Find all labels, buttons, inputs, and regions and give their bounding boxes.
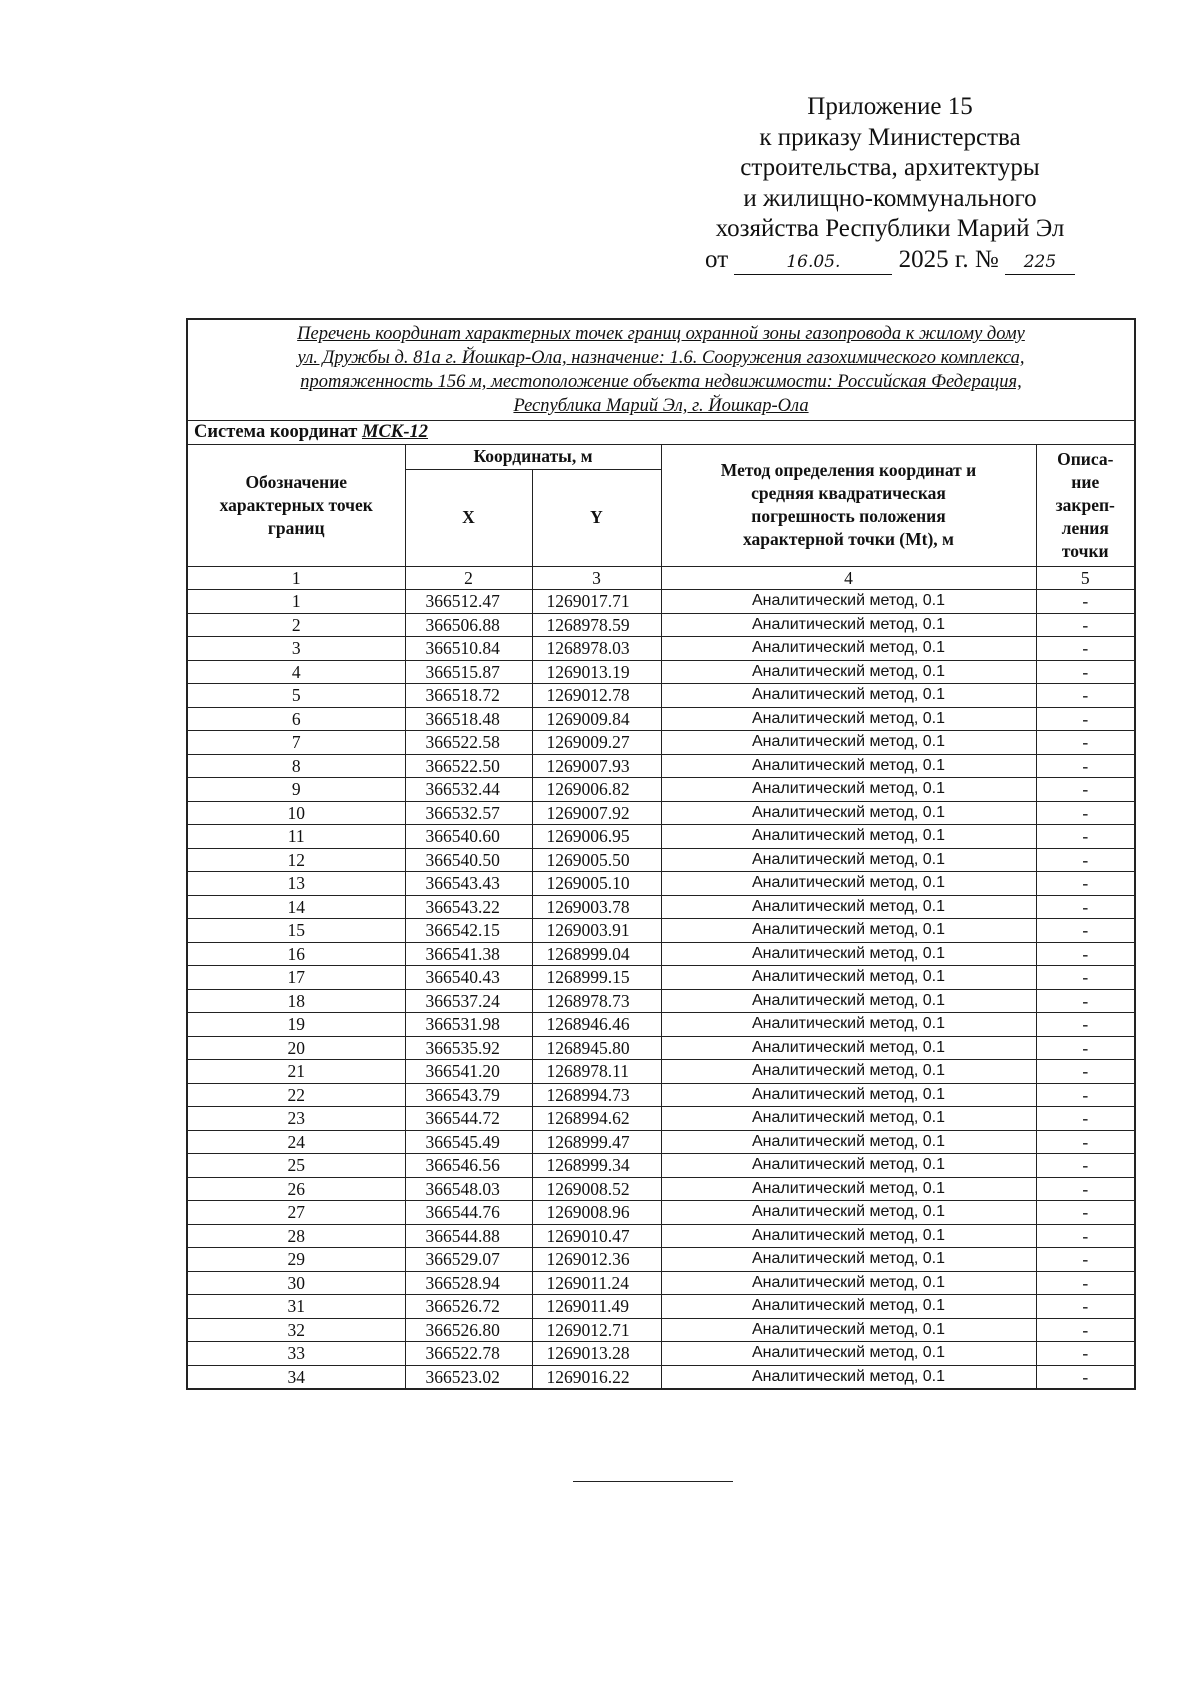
y-coordinate-cell: 1269013.28 bbox=[532, 1342, 661, 1366]
table-row bbox=[187, 1130, 1135, 1154]
y-coordinate-cell: 1269011.49 bbox=[532, 1295, 661, 1319]
x-coordinate-cell: 366512.47 bbox=[405, 590, 532, 614]
point-number-cell: 30 bbox=[187, 1271, 405, 1295]
y-coordinate-cell: 1269017.71 bbox=[532, 590, 661, 614]
table-row bbox=[187, 684, 1135, 708]
point-number-cell: 29 bbox=[187, 1248, 405, 1272]
y-coordinate-cell: 1269008.52 bbox=[532, 1177, 661, 1201]
point-number-cell: 14 bbox=[187, 895, 405, 919]
point-number-cell: 25 bbox=[187, 1154, 405, 1178]
point-number-cell: 9 bbox=[187, 778, 405, 802]
table-row bbox=[187, 1060, 1135, 1084]
table-row bbox=[187, 825, 1135, 849]
method-cell: Аналитический метод, 0.1 bbox=[661, 707, 1036, 731]
table-row bbox=[187, 801, 1135, 825]
table-row bbox=[187, 848, 1135, 872]
header-description: Описа- ние закреп- ления точки bbox=[1036, 444, 1135, 566]
header-y: Y bbox=[532, 469, 661, 566]
description-cell: - bbox=[1036, 919, 1135, 943]
description-cell: - bbox=[1036, 684, 1135, 708]
system-label: Система координат bbox=[194, 422, 358, 442]
description-cell: - bbox=[1036, 1318, 1135, 1342]
method-cell: Аналитический метод, 0.1 bbox=[661, 637, 1036, 661]
x-coordinate-cell: 366526.72 bbox=[405, 1295, 532, 1319]
x-coordinate-cell: 366543.22 bbox=[405, 895, 532, 919]
method-cell: Аналитический метод, 0.1 bbox=[661, 1060, 1036, 1084]
x-coordinate-cell: 366548.03 bbox=[405, 1177, 532, 1201]
point-number-cell: 11 bbox=[187, 825, 405, 849]
point-number-cell: 22 bbox=[187, 1083, 405, 1107]
method-cell: Аналитический метод, 0.1 bbox=[661, 825, 1036, 849]
order-date-line bbox=[660, 245, 1120, 276]
x-coordinate-cell: 366518.72 bbox=[405, 684, 532, 708]
table-row bbox=[187, 1201, 1135, 1225]
table-row bbox=[187, 1271, 1135, 1295]
point-number-cell: 34 bbox=[187, 1365, 405, 1389]
description-cell: - bbox=[1036, 1107, 1135, 1131]
method-cell: Аналитический метод, 0.1 bbox=[661, 801, 1036, 825]
method-cell: Аналитический метод, 0.1 bbox=[661, 778, 1036, 802]
point-number-cell: 19 bbox=[187, 1013, 405, 1037]
x-coordinate-cell: 366510.84 bbox=[405, 637, 532, 661]
table-row bbox=[187, 1295, 1135, 1319]
point-number-cell: 27 bbox=[187, 1201, 405, 1225]
x-coordinate-cell: 366523.02 bbox=[405, 1365, 532, 1389]
description-cell: - bbox=[1036, 895, 1135, 919]
method-cell: Аналитический метод, 0.1 bbox=[661, 1036, 1036, 1060]
x-coordinate-cell: 366541.20 bbox=[405, 1060, 532, 1084]
header-method: Метод определения координат и средняя квадратическая погрешность положения характерной точки (Mt), м bbox=[661, 444, 1036, 566]
description-cell: - bbox=[1036, 613, 1135, 637]
x-coordinate-cell: 366541.38 bbox=[405, 942, 532, 966]
description-cell: - bbox=[1036, 825, 1135, 849]
description-cell: - bbox=[1036, 1083, 1135, 1107]
y-coordinate-cell: 1268999.04 bbox=[532, 942, 661, 966]
x-coordinate-cell: 366528.94 bbox=[405, 1271, 532, 1295]
y-coordinate-cell: 1269006.82 bbox=[532, 778, 661, 802]
method-cell: Аналитический метод, 0.1 bbox=[661, 989, 1036, 1013]
y-coordinate-cell: 1268946.46 bbox=[532, 1013, 661, 1037]
method-cell: Аналитический метод, 0.1 bbox=[661, 1013, 1036, 1037]
x-coordinate-cell: 366515.87 bbox=[405, 660, 532, 684]
point-number-cell: 20 bbox=[187, 1036, 405, 1060]
x-coordinate-cell: 366532.44 bbox=[405, 778, 532, 802]
description-cell: - bbox=[1036, 942, 1135, 966]
table-row bbox=[187, 660, 1135, 684]
y-coordinate-cell: 1269007.92 bbox=[532, 801, 661, 825]
appendix-heading bbox=[660, 92, 1120, 275]
point-number-cell: 4 bbox=[187, 660, 405, 684]
caption-row bbox=[187, 319, 1135, 421]
table-row bbox=[187, 754, 1135, 778]
x-coordinate-cell: 366545.49 bbox=[405, 1130, 532, 1154]
method-cell: Аналитический метод, 0.1 bbox=[661, 872, 1036, 896]
description-cell: - bbox=[1036, 966, 1135, 990]
description-cell: - bbox=[1036, 801, 1135, 825]
y-coordinate-cell: 1268978.73 bbox=[532, 989, 661, 1013]
table-row bbox=[187, 1248, 1135, 1272]
description-cell: - bbox=[1036, 872, 1135, 896]
table-row bbox=[187, 731, 1135, 755]
coordinate-system bbox=[187, 421, 1135, 445]
method-cell: Аналитический метод, 0.1 bbox=[661, 1365, 1036, 1389]
x-coordinate-cell: 366522.78 bbox=[405, 1342, 532, 1366]
y-coordinate-cell: 1269012.71 bbox=[532, 1318, 661, 1342]
y-coordinate-cell: 1268999.34 bbox=[532, 1154, 661, 1178]
point-number-cell: 24 bbox=[187, 1130, 405, 1154]
method-cell: Аналитический метод, 0.1 bbox=[661, 754, 1036, 778]
y-coordinate-cell: 1268978.03 bbox=[532, 637, 661, 661]
x-coordinate-cell: 366540.50 bbox=[405, 848, 532, 872]
point-number-cell: 28 bbox=[187, 1224, 405, 1248]
point-number-cell: 32 bbox=[187, 1318, 405, 1342]
coordinates-table bbox=[186, 318, 1136, 1390]
description-cell: - bbox=[1036, 1365, 1135, 1389]
description-cell: - bbox=[1036, 1295, 1135, 1319]
description-cell: - bbox=[1036, 1177, 1135, 1201]
x-coordinate-cell: 366544.72 bbox=[405, 1107, 532, 1131]
date-prefix: от bbox=[705, 245, 729, 273]
y-coordinate-cell: 1269016.22 bbox=[532, 1365, 661, 1389]
table-row bbox=[187, 778, 1135, 802]
method-cell: Аналитический метод, 0.1 bbox=[661, 1295, 1036, 1319]
table-row bbox=[187, 613, 1135, 637]
description-cell: - bbox=[1036, 1224, 1135, 1248]
header-designation: Обозначение характерных точек границ bbox=[187, 444, 405, 566]
x-coordinate-cell: 366518.48 bbox=[405, 707, 532, 731]
y-coordinate-cell: 1269009.84 bbox=[532, 707, 661, 731]
description-cell: - bbox=[1036, 1013, 1135, 1037]
x-coordinate-cell: 366522.58 bbox=[405, 731, 532, 755]
method-cell: Аналитический метод, 0.1 bbox=[661, 1177, 1036, 1201]
point-number-cell: 16 bbox=[187, 942, 405, 966]
x-coordinate-cell: 366535.92 bbox=[405, 1036, 532, 1060]
y-coordinate-cell: 1269008.96 bbox=[532, 1201, 661, 1225]
point-number-cell: 15 bbox=[187, 919, 405, 943]
y-coordinate-cell: 1269007.93 bbox=[532, 754, 661, 778]
y-coordinate-cell: 1268994.62 bbox=[532, 1107, 661, 1131]
point-number-cell: 26 bbox=[187, 1177, 405, 1201]
table-row bbox=[187, 895, 1135, 919]
table-row bbox=[187, 637, 1135, 661]
table-row bbox=[187, 1036, 1135, 1060]
y-coordinate-cell: 1269009.27 bbox=[532, 731, 661, 755]
x-coordinate-cell: 366542.15 bbox=[405, 919, 532, 943]
heading-line: к приказу Министерства bbox=[759, 123, 1021, 151]
header-row-top bbox=[187, 444, 1135, 469]
method-cell: Аналитический метод, 0.1 bbox=[661, 1107, 1036, 1131]
coordinate-system-row bbox=[187, 421, 1135, 445]
x-coordinate-cell: 366543.79 bbox=[405, 1083, 532, 1107]
handwritten-date: 16.05. bbox=[734, 250, 892, 275]
point-number-cell: 17 bbox=[187, 966, 405, 990]
table-row bbox=[187, 1318, 1135, 1342]
method-cell: Аналитический метод, 0.1 bbox=[661, 613, 1036, 637]
table-row bbox=[187, 1013, 1135, 1037]
x-coordinate-cell: 366540.60 bbox=[405, 825, 532, 849]
y-coordinate-cell: 1269012.36 bbox=[532, 1248, 661, 1272]
x-coordinate-cell: 366532.57 bbox=[405, 801, 532, 825]
description-cell: - bbox=[1036, 1130, 1135, 1154]
description-cell: - bbox=[1036, 1271, 1135, 1295]
method-cell: Аналитический метод, 0.1 bbox=[661, 684, 1036, 708]
method-cell: Аналитический метод, 0.1 bbox=[661, 966, 1036, 990]
description-cell: - bbox=[1036, 848, 1135, 872]
method-cell: Аналитический метод, 0.1 bbox=[661, 1083, 1036, 1107]
table-row bbox=[187, 872, 1135, 896]
description-cell: - bbox=[1036, 707, 1135, 731]
x-coordinate-cell: 366544.88 bbox=[405, 1224, 532, 1248]
description-cell: - bbox=[1036, 1342, 1135, 1366]
y-coordinate-cell: 1268999.15 bbox=[532, 966, 661, 990]
heading-line: Приложение 15 bbox=[807, 93, 973, 120]
x-coordinate-cell: 366537.24 bbox=[405, 989, 532, 1013]
method-cell: Аналитический метод, 0.1 bbox=[661, 848, 1036, 872]
y-coordinate-cell: 1269011.24 bbox=[532, 1271, 661, 1295]
x-coordinate-cell: 366529.07 bbox=[405, 1248, 532, 1272]
method-cell: Аналитический метод, 0.1 bbox=[661, 1224, 1036, 1248]
point-number-cell: 2 bbox=[187, 613, 405, 637]
point-number-cell: 3 bbox=[187, 637, 405, 661]
point-number-cell: 12 bbox=[187, 848, 405, 872]
description-cell: - bbox=[1036, 637, 1135, 661]
description-cell: - bbox=[1036, 778, 1135, 802]
table-row bbox=[187, 919, 1135, 943]
point-number-cell: 8 bbox=[187, 754, 405, 778]
description-cell: - bbox=[1036, 731, 1135, 755]
method-cell: Аналитический метод, 0.1 bbox=[661, 1201, 1036, 1225]
method-cell: Аналитический метод, 0.1 bbox=[661, 731, 1036, 755]
method-cell: Аналитический метод, 0.1 bbox=[661, 895, 1036, 919]
x-coordinate-cell: 366544.76 bbox=[405, 1201, 532, 1225]
point-number-cell: 21 bbox=[187, 1060, 405, 1084]
method-cell: Аналитический метод, 0.1 bbox=[661, 1130, 1036, 1154]
table-row bbox=[187, 590, 1135, 614]
method-cell: Аналитический метод, 0.1 bbox=[661, 919, 1036, 943]
point-number-cell: 1 bbox=[187, 590, 405, 614]
table-row bbox=[187, 966, 1135, 990]
point-number-cell: 18 bbox=[187, 989, 405, 1013]
column-number: 5 bbox=[1036, 566, 1135, 590]
table-row bbox=[187, 1083, 1135, 1107]
method-cell: Аналитический метод, 0.1 bbox=[661, 1154, 1036, 1178]
table-row bbox=[187, 1177, 1135, 1201]
description-cell: - bbox=[1036, 590, 1135, 614]
x-coordinate-cell: 366546.56 bbox=[405, 1154, 532, 1178]
column-number: 2 bbox=[405, 566, 532, 590]
heading-line: хозяйства Республики Марий Эл bbox=[715, 215, 1065, 242]
table-row bbox=[187, 707, 1135, 731]
table-row bbox=[187, 1107, 1135, 1131]
method-cell: Аналитический метод, 0.1 bbox=[661, 590, 1036, 614]
point-number-cell: 33 bbox=[187, 1342, 405, 1366]
y-coordinate-cell: 1268994.73 bbox=[532, 1083, 661, 1107]
table-row bbox=[187, 1154, 1135, 1178]
y-coordinate-cell: 1268978.11 bbox=[532, 1060, 661, 1084]
table-row bbox=[187, 1224, 1135, 1248]
x-coordinate-cell: 366531.98 bbox=[405, 1013, 532, 1037]
point-number-cell: 10 bbox=[187, 801, 405, 825]
method-cell: Аналитический метод, 0.1 bbox=[661, 1271, 1036, 1295]
y-coordinate-cell: 1269012.78 bbox=[532, 684, 661, 708]
description-cell: - bbox=[1036, 989, 1135, 1013]
y-coordinate-cell: 1269003.91 bbox=[532, 919, 661, 943]
heading-line: строительства, архитектуры bbox=[740, 154, 1040, 181]
table-row bbox=[187, 989, 1135, 1013]
y-coordinate-cell: 1269003.78 bbox=[532, 895, 661, 919]
description-cell: - bbox=[1036, 1201, 1135, 1225]
x-coordinate-cell: 366506.88 bbox=[405, 613, 532, 637]
description-cell: - bbox=[1036, 1248, 1135, 1272]
column-number: 4 bbox=[661, 566, 1036, 590]
table-row bbox=[187, 942, 1135, 966]
y-coordinate-cell: 1268945.80 bbox=[532, 1036, 661, 1060]
table-caption: Перечень координат характерных точек границ охранной зоны газопровода к жилому дому ул. Дружбы д. 81а г. Йошкар-Ола, назначение: 1.6. Сооружения газохимического комплекса, протяженность 156 м, местоположение объекта недвижимости: Российская Федерация, Республика Марий Эл, г. Йошкар-Ола bbox=[187, 319, 1135, 421]
y-coordinate-cell: 1269006.95 bbox=[532, 825, 661, 849]
closing-rule bbox=[573, 1481, 733, 1482]
header-coordinates: Координаты, м bbox=[405, 444, 661, 469]
handwritten-number: 225 bbox=[1005, 250, 1075, 275]
x-coordinate-cell: 366540.43 bbox=[405, 966, 532, 990]
x-coordinate-cell: 366543.43 bbox=[405, 872, 532, 896]
system-value: МСК-12 bbox=[362, 422, 428, 442]
x-coordinate-cell: 366526.80 bbox=[405, 1318, 532, 1342]
description-cell: - bbox=[1036, 1036, 1135, 1060]
y-coordinate-cell: 1269005.10 bbox=[532, 872, 661, 896]
column-number: 1 bbox=[187, 566, 405, 590]
heading-line: и жилищно-коммунального bbox=[743, 184, 1037, 212]
table-row bbox=[187, 1342, 1135, 1366]
column-number-row bbox=[187, 566, 1135, 590]
description-cell: - bbox=[1036, 660, 1135, 684]
method-cell: Аналитический метод, 0.1 bbox=[661, 1318, 1036, 1342]
point-number-cell: 5 bbox=[187, 684, 405, 708]
point-number-cell: 7 bbox=[187, 731, 405, 755]
method-cell: Аналитический метод, 0.1 bbox=[661, 1342, 1036, 1366]
column-number: 3 bbox=[532, 566, 661, 590]
description-cell: - bbox=[1036, 754, 1135, 778]
description-cell: - bbox=[1036, 1060, 1135, 1084]
description-cell: - bbox=[1036, 1154, 1135, 1178]
x-coordinate-cell: 366522.50 bbox=[405, 754, 532, 778]
y-coordinate-cell: 1269010.47 bbox=[532, 1224, 661, 1248]
point-number-cell: 31 bbox=[187, 1295, 405, 1319]
method-cell: Аналитический метод, 0.1 bbox=[661, 660, 1036, 684]
point-number-cell: 13 bbox=[187, 872, 405, 896]
y-coordinate-cell: 1269005.50 bbox=[532, 848, 661, 872]
y-coordinate-cell: 1268999.47 bbox=[532, 1130, 661, 1154]
header-x: X bbox=[405, 469, 532, 566]
point-number-cell: 6 bbox=[187, 707, 405, 731]
method-cell: Аналитический метод, 0.1 bbox=[661, 1248, 1036, 1272]
point-number-cell: 23 bbox=[187, 1107, 405, 1131]
table-row bbox=[187, 1365, 1135, 1389]
year-text: 2025 г. № bbox=[898, 245, 999, 273]
method-cell: Аналитический метод, 0.1 bbox=[661, 942, 1036, 966]
y-coordinate-cell: 1269013.19 bbox=[532, 660, 661, 684]
y-coordinate-cell: 1268978.59 bbox=[532, 613, 661, 637]
